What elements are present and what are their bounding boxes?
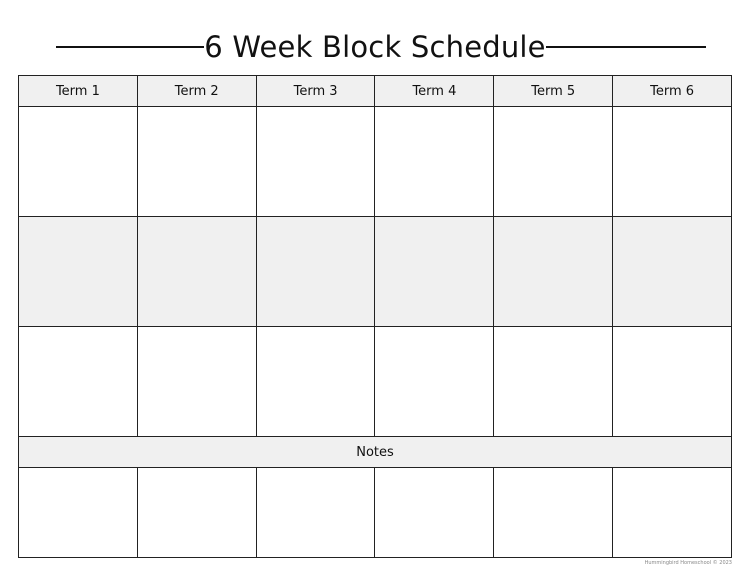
schedule-cell[interactable] bbox=[19, 107, 138, 217]
schedule-cell[interactable] bbox=[494, 217, 613, 327]
schedule-cell[interactable] bbox=[19, 327, 138, 437]
notes-cell[interactable] bbox=[494, 468, 613, 558]
schedule-cell[interactable] bbox=[494, 107, 613, 217]
page-title: 6 Week Block Schedule bbox=[204, 30, 546, 64]
schedule-cell[interactable] bbox=[256, 327, 375, 437]
schedule-cell[interactable] bbox=[137, 217, 256, 327]
block-row bbox=[19, 107, 732, 217]
schedule-cell[interactable] bbox=[375, 217, 494, 327]
block-row bbox=[19, 327, 732, 437]
schedule-cell[interactable] bbox=[256, 217, 375, 327]
block-row bbox=[19, 217, 732, 327]
notes-cell[interactable] bbox=[19, 468, 138, 558]
notes-label: Notes bbox=[19, 437, 732, 468]
schedule-cell[interactable] bbox=[613, 217, 732, 327]
term-header: Term 2 bbox=[137, 76, 256, 107]
term-header: Term 3 bbox=[256, 76, 375, 107]
notes-header-row bbox=[19, 437, 732, 468]
notes-cell[interactable] bbox=[613, 468, 732, 558]
schedule-cell[interactable] bbox=[19, 217, 138, 327]
term-header: Term 6 bbox=[613, 76, 732, 107]
term-header: Term 1 bbox=[19, 76, 138, 107]
title-rule-right bbox=[546, 46, 706, 48]
schedule-cell[interactable] bbox=[375, 327, 494, 437]
term-header-row bbox=[19, 76, 732, 107]
title-row bbox=[0, 26, 750, 70]
term-header: Term 4 bbox=[375, 76, 494, 107]
title-rule-left bbox=[56, 46, 204, 48]
notes-row bbox=[19, 468, 732, 558]
notes-cell[interactable] bbox=[137, 468, 256, 558]
schedule-cell[interactable] bbox=[375, 107, 494, 217]
footer-credit: Hummingbird Homeschool © 2023 bbox=[644, 560, 732, 566]
notes-cell[interactable] bbox=[256, 468, 375, 558]
notes-cell[interactable] bbox=[375, 468, 494, 558]
term-header: Term 5 bbox=[494, 76, 613, 107]
schedule-cell[interactable] bbox=[256, 107, 375, 217]
schedule-cell[interactable] bbox=[137, 107, 256, 217]
schedule-cell[interactable] bbox=[137, 327, 256, 437]
schedule-cell[interactable] bbox=[613, 327, 732, 437]
schedule-cell[interactable] bbox=[494, 327, 613, 437]
schedule-cell[interactable] bbox=[613, 107, 732, 217]
schedule-table bbox=[18, 75, 732, 558]
